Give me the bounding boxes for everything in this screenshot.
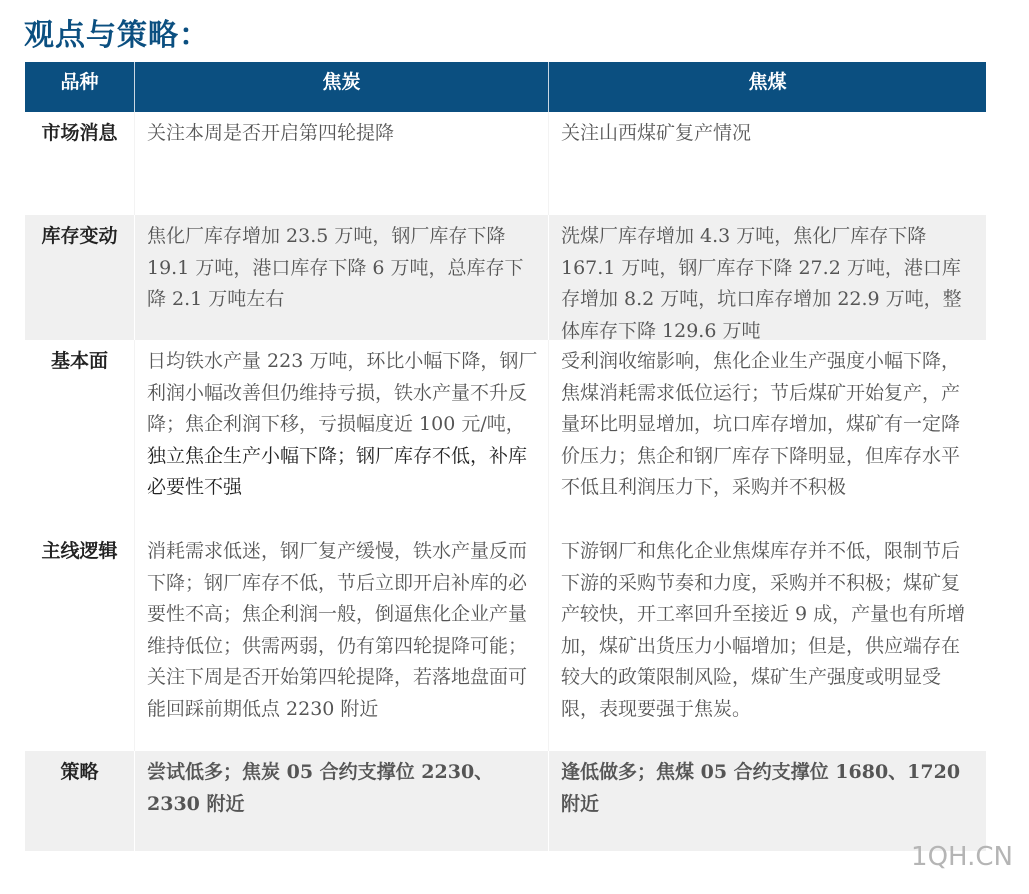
table-row-inventory-change [25,215,986,340]
row-label: 市场消息 [41,122,118,144]
coke-fundamentals-emphasis: 独立焦企生产小幅下降；钢厂库存不低，补库必要性不强 [147,444,528,498]
coke-fundamentals-text: 日均铁水产量 223 万吨，环比小幅下降，钢厂利润小幅改善但仍维持亏损，铁水产量不升反降；焦企利润下移，亏损幅度近 100 元/吨， [147,350,538,435]
coking-coal-cell: 关注山西煤矿复产情况 [548,112,986,215]
coking-coal-strategy-cell: 逢低做多；焦煤 05 合约支撑位 1680、1720 附近 [548,751,986,851]
row-label: 库存变动 [41,225,118,247]
table-row-strategy [25,751,986,851]
coking-coal-cell: 受利润收缩影响，焦化企业生产强度小幅下降，焦煤消耗需求低位运行；节后煤矿开始复产，产量环比明显增加，坑口库存增加，煤矿有一定降价压力；焦企和钢厂库存下降明显，但库存水平不低且利润压力下，采购并不积极 [548,340,986,530]
header-coking-coal: 焦煤 [548,62,986,112]
table-row-main-logic [25,530,986,751]
row-label: 策略 [60,761,99,783]
coke-cell: 消耗需求低迷，钢厂复产缓慢，铁水产量反而下降；钢厂库存不低，节后立即开启补库的必要性不高；焦企利润一般，倒逼焦化企业产量维持低位；供需两弱，仍有第四轮提降可能；关注下周是否开始第四轮提降，若落地盘面可能回踩前期低点 2230 附近 [134,530,548,751]
page-title: 观点与策略： [24,18,210,53]
table-header [25,62,986,112]
views-strategy-table [25,62,986,851]
coking-coal-cell: 洗煤厂库存增加 4.3 万吨，焦化厂库存下降 167.1 万吨，钢厂库存下降 27.2 万吨，港口库存增加 8.2 万吨，坑口库存增加 22.9 万吨，整体库存下降 129.6 万吨 [548,215,986,340]
header-variety: 品种 [60,71,99,93]
header-coke: 焦炭 [134,62,548,112]
row-label: 主线逻辑 [41,540,118,562]
table-row-market-news [25,112,986,215]
coke-cell: 焦化厂库存增加 23.5 万吨，钢厂库存下降 19.1 万吨，港口库存下降 6 万吨，总库存下降 2.1 万吨左右 [134,215,548,340]
coke-cell: 关注本周是否开启第四轮提降 [134,112,548,215]
watermark-logo: 1QH.CN [911,842,1013,872]
coke-strategy-cell: 尝试低多；焦炭 05 合约支撑位 2230、2330 附近 [134,751,548,851]
row-label: 基本面 [50,350,108,372]
coke-cell [134,340,548,530]
coking-coal-cell: 下游钢厂和焦化企业焦煤库存并不低，限制节后下游的采购节奏和力度，采购并不积极；煤矿复产较快，开工率回升至接近 9 成，产量也有所增加，煤矿出货压力小幅增加；但是，供应端存在较大的政策限制风险，煤矿生产强度或明显受限，表现要强于焦炭。 [548,530,986,751]
table-row-fundamentals [25,340,986,530]
